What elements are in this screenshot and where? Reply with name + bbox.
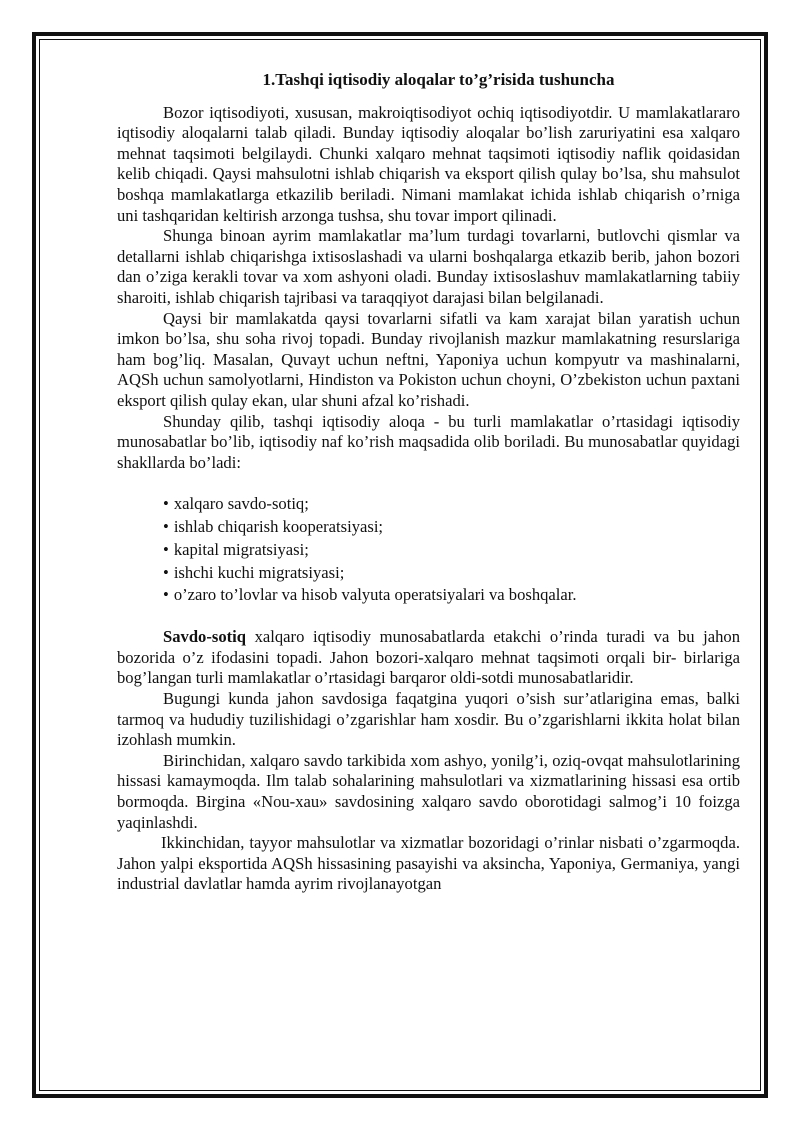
bullet-icon: • (163, 539, 169, 559)
list-item (163, 493, 740, 516)
list-item (163, 562, 740, 585)
list-item (163, 584, 740, 607)
paragraph: Bozor iqtisodiyoti, xususan, makroiqtisodiyot ochiq iqtisodiyotdir. U mamlakatlararo iqtisodiy aloqalarni talab qiladi. Bunday iqtisodiy aloqalar bo’lish zaruriyatini esa xalqaro mehnat taqsimoti belgilaydi. Chunki xalqaro mehnat taqsimoti iqtisodiy naflik qoidasidan kelib chiqadi. Qaysi mahsulotni ishlab chiqarish va eksport qilish qulay bo’lsa, shu mahsulot boshqa mamlakatlarga etkazilib beriladi. Nimani mamlakat ichida ishlab chiqarish o’rniga uni tashqaridan keltirish arzonga tushsa, shu tovar import qilinadi. (117, 102, 740, 225)
document-body (117, 70, 740, 895)
bold-term: Savdo-sotiq (163, 627, 246, 647)
paragraph: Shunga binoan ayrim mamlakatlar ma’lum turdagi tovarlarni, butlovchi qismlar va detallarni ishlab chiqarishga ixtisoslashadi va ularni boshqalarga etkazib berib, jahon bozori dan o’ziga kerakli tovar va xom ashyoni oladi. Bunday ixtisoslashuv mamlakatlarning tabiiy sharoiti, ishlab chiqarish tajribasi va taraqqiyot darajasi bilan belgilanadi. (117, 226, 740, 307)
paragraph: Qaysi bir mamlakatda qaysi tovarlarni sifatli va kam xarajat bilan yaratish uchun imkon bo’lsa, shu soha rivoj topadi. Bunday rivojlanish mazkur mamlakatning resurslariga ham bog’liq. Masalan, Quvayt uchun neftni, Yaponiya uchun kompyutr va mashinalarni, AQSh uchun samolyotlarni, Hindiston va Pokiston uchun choyni, O’zbekiston uchun paxtani eksport qilish qulay ekan, ular shuni afzal ko’rishadi. (117, 308, 740, 410)
paragraph: Shunday qilib, tashqi iqtisodiy aloqa - bu turli mamlakatlar o’rtasidagi iqtisodiy munosabatlar bo’lib, iqtisodiy naf ko’rish maqsadida olib boriladi. Bu munosabatlar quyidagi shakllarda bo’ladi: (117, 411, 740, 472)
paragraph: Ikkinchidan, tayyor mahsulotlar va xizmatlar bozoridagi o’rinlar nisbati o’zgarmoqda. Jahon yalpi eksportida AQSh hissasining pasayishi va aksincha, Yaponiya, Germaniya, yangi industrial davlatlar hamda ayrim rivojlanayotgan (117, 833, 740, 894)
document-title: 1.Tashqi iqtisodiy aloqalar to’g’risida tushuncha (262, 70, 615, 89)
list-item (163, 539, 740, 562)
list-item-text: o’zaro to’lovlar va hisob valyuta operatsiyalari va boshqalar. (173, 585, 577, 605)
list-item-text: ishchi kuchi migratsiyasi; (173, 562, 345, 582)
bullet-icon: • (163, 585, 169, 605)
bullet-icon: • (163, 517, 169, 537)
list-item-text: ishlab chiqarish kooperatsiyasi; (173, 517, 384, 537)
list-item (163, 516, 740, 539)
paragraph: Bugungi kunda jahon savdosiga faqatgina yuqori o’sish sur’atlarigina emas, balki tarmoq va hududiy tuzilishidagi o’zgarishlar ham xosdir. Bu o’zgarishlarni ikkita holat bilan izohlash mumkin. (117, 689, 740, 750)
bullet-list (117, 493, 740, 607)
bullet-icon: • (163, 494, 169, 514)
list-item-text: kapital migratsiyasi; (173, 539, 309, 559)
paragraph: Birinchidan, xalqaro savdo tarkibida xom ashyo, yonilg’i, oziq-ovqat mahsulotlarining hissasi kamaymoqda. Ilm talab sohalarining mahsulotlari va xizmatlarining hissasi esa ortib bormoqda. Birgina «Nou-xau» savdosining xalqaro savdo oborotidagi salmog’i 10 foizga yaqinlashdi. (117, 750, 740, 832)
bullet-icon: • (163, 562, 169, 582)
paragraph (117, 627, 740, 689)
list-item-text: xalqaro savdo-sotiq; (173, 494, 309, 514)
paragraph-text: xalqaro iqtisodiy munosabatlarda etakchi o’rinda turadi va bu jahon bozorida o’z ifodasini topadi. Jahon bozori-xalqaro mehnat taqsimoti orqali bir- birlariga bog’langan turli mamlakatlar o’rtasidagi barqaror oldi-sotdi munosabatlaridir. (117, 627, 740, 688)
